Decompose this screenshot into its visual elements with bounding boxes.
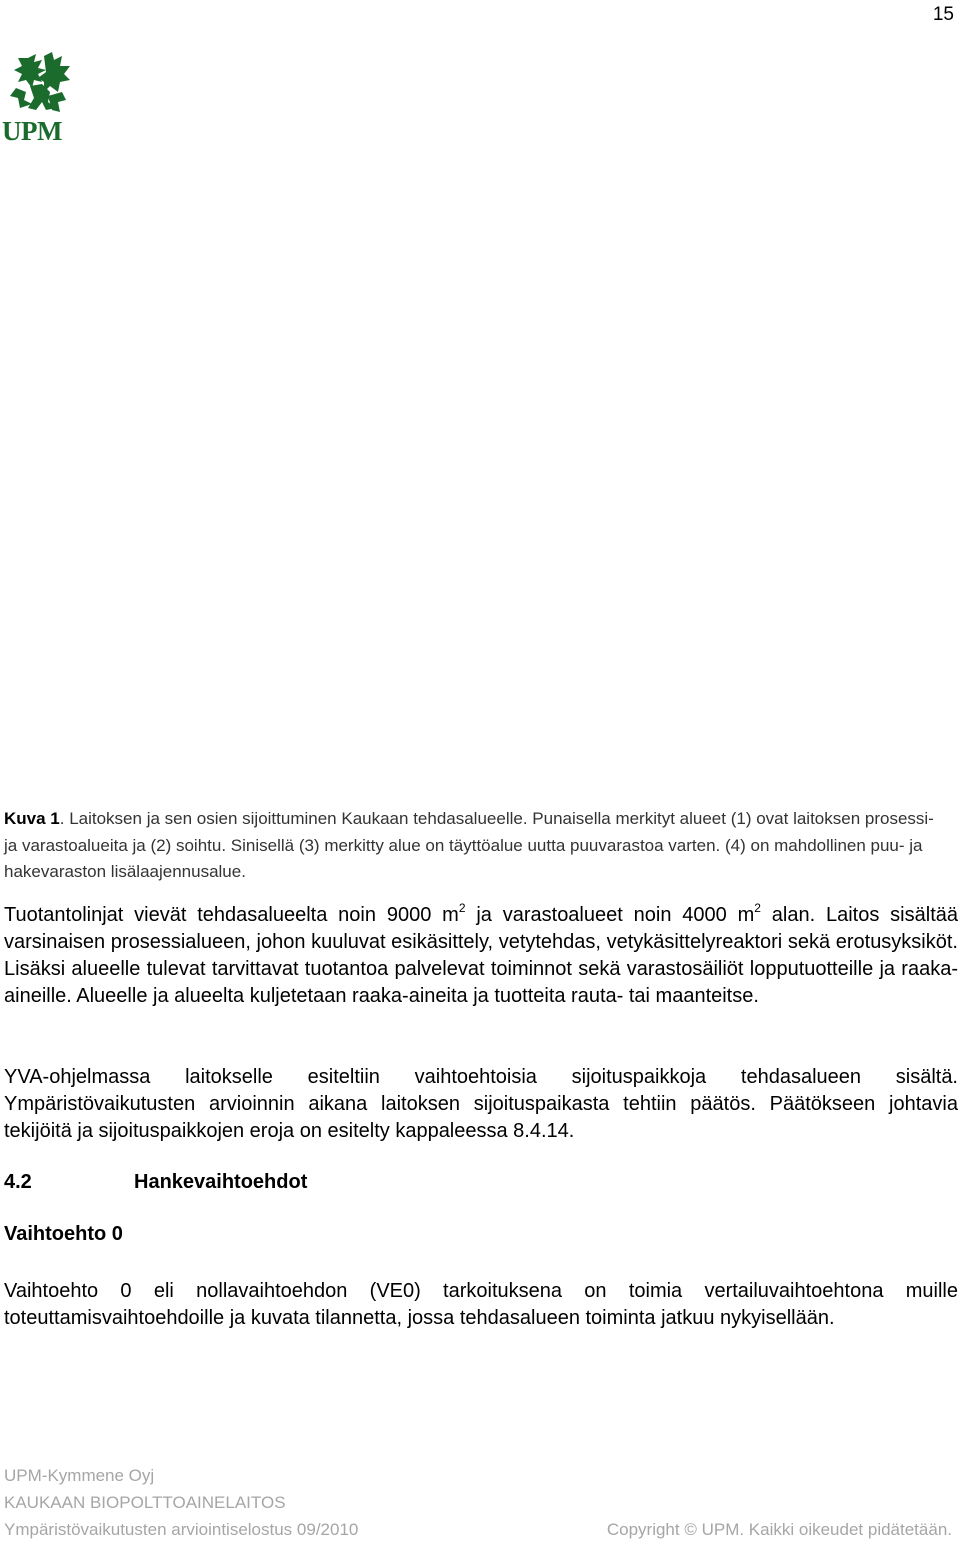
paragraph1-part1: Tuotantolinjat vievät tehdasalueelta noin 9000 m [4,904,459,926]
caption-text: . Laitoksen ja sen osien sijoittuminen Kaukaan tehdasalueelle. Punaisella merkityt alueet (1) ovat laitoksen prosessi- ja varastoalueita ja (2) soihtu. Sinisellä (3) merkitty alue on täyttöalue uutta puuvarastoa varten. (4) on mahdollinen puu- ja hakevaraston lisälaajennusalue. [4,809,934,881]
superscript-2: 2 [458,901,466,915]
footer-company: UPM-Kymmene Oyj [4,1466,155,1485]
paragraph1-part2: ja varastoalueet noin 4000 m [465,904,755,926]
footer-project: KAUKAAN BIOPOLTTOAINELAITOS [4,1493,286,1512]
superscript-2: 2 [754,901,761,915]
figure-caption [4,806,944,886]
upm-logo [2,52,82,148]
page-number: 15 [932,4,954,25]
paragraph-ve0: Vaihtoehto 0 eli nollavaihtoehdon (VE0) tarkoituksena on toimia vertailuvaihtoehtona muille toteuttamisvaihtoehdoille ja kuvata tilannetta, jossa tehdasalueen toiminta jatkuu nykyisellään. [4,1280,958,1329]
subheading: Vaihtoehto 0 [4,1223,123,1245]
griffin-logo-icon [8,52,72,116]
logo-text: UPM [2,116,62,146]
footer-left [4,1462,358,1543]
section-number: 4.2 [4,1171,32,1193]
section-title: Hankevaihtoehdot [134,1171,308,1193]
paragraph1-part3: alan. Laitos sisältää varsinaisen prosessialueen, johon kuuluvat esikäsittely, vetytehdas, vetykäsittelyreaktori sekä erotusyksiköt. Lisäksi alueelle tulevat tarvittavat tuotantoa palvelevat toiminnot sekä varastosäiliöt lopputuotteille ja raaka-aineille. Alueelle ja alueelta kuljetetaan raaka-aineita ja tuotteita rauta- tai maanteitse. [4,904,958,1007]
paragraph-location: YVA-ohjelmassa laitokselle esiteltiin vaihtoehtoisia sijoituspaikkoja tehdasalueen sisältä. Ympäristövaikutusten arvioinnin aikana laitoksen sijoituspaikasta tehtiin päätös. Päätökseen johtavia tekijöitä ja sijoituspaikkojen eroja on esitelty kappaleessa 8.4.14. [4,1066,958,1142]
paragraph-production-lines [4,902,958,1010]
caption-label: Kuva 1 [4,809,60,828]
footer-report: Ympäristövaikutusten arviointiselostus 09/2010 [4,1520,359,1539]
footer-copyright: Copyright © UPM. Kaikki oikeudet pidätetään. [606,1520,952,1539]
